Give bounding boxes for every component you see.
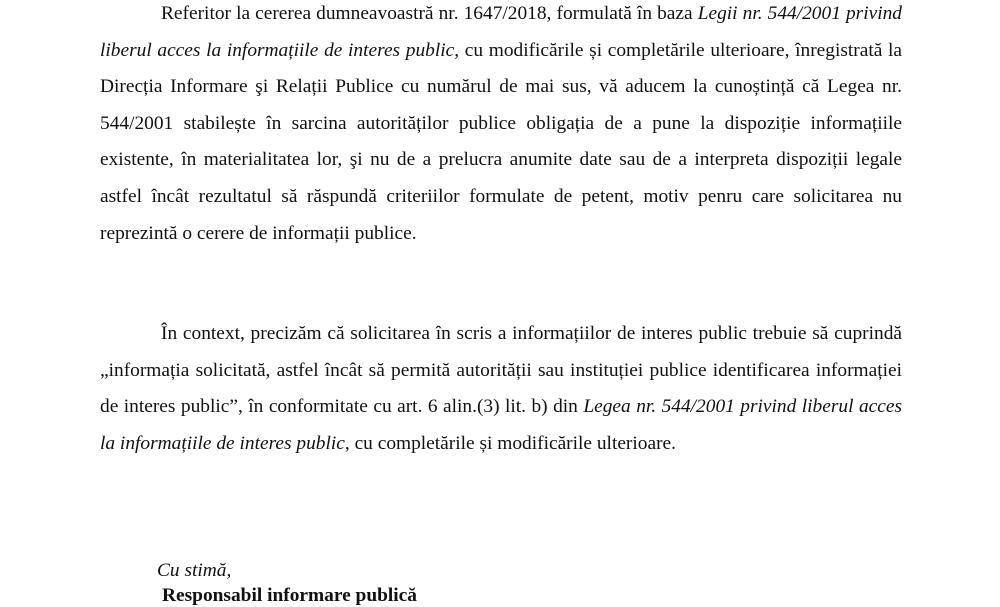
closing-salutation: Cu stimă, (157, 560, 232, 581)
paragraph-2-text-b: , cu completările și modificările ulterioare. (344, 432, 676, 454)
body-paragraph-2 (100, 316, 902, 462)
paragraph-1-text-b: , cu modificările și completările ulterioare, înregistrată la Direcția Informare şi Relații Publice cu numărul de mai sus, vă aducem la cunoștință că Legea nr. 544/2001 stabilește în sarcina autorităților publice obligația de a pune la dispoziție informațiile existente, în materialitatea lor, şi nu de a prelucra anumite date sau de a interpreta dispoziții legale astfel încât rezultatul să răspundă criteriilor formulate de petent, motiv penru care solicitarea nu reprezintă o cerere de informații publice. (100, 39, 903, 244)
paragraph-1-text-a: Referitor la cererea dumneavoastră nr. 1647/2018, formulată în baza (161, 3, 698, 24)
paragraph-2-text-a: În context, precizăm că solicitarea în scris a informațiilor de interes public trebuie să cuprindă „informația solicitată, astfel încât să permită autorității sau instituției publice identificarea informației de interes public”, în conformitate cu art. 6 alin.(3) lit. b) din (100, 323, 902, 418)
law-reference-1: Legii nr. 544/2001 privind liberul acces la informațiile de interes public (100, 3, 902, 61)
body-paragraph-1 (100, 0, 902, 252)
signature-title: Responsabil informare publică (162, 585, 417, 606)
law-reference-2: Legea nr. 544/2001 privind liberul acces la informațiile de interes public (100, 396, 902, 454)
